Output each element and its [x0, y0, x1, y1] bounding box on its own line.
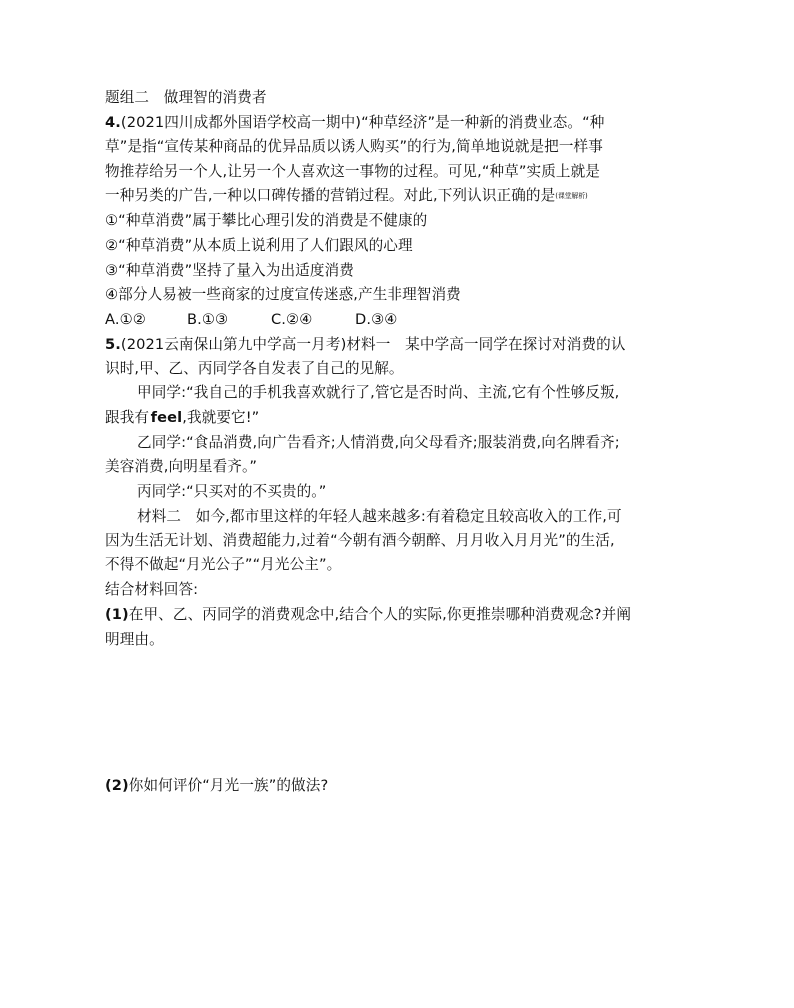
q4-stem-text-4: 一种另类的广告,一种以口碑传播的营销过程。对此,下列认识正确的是	[105, 187, 556, 204]
q4-stem-line-2: 草”是指“宣传某种商品的优异品质以诱人购买”的行为,简单地说就是把一样事	[105, 138, 603, 155]
q4-option-d[interactable]: D.③④	[355, 311, 398, 328]
q4-option-b[interactable]: B.①③	[187, 311, 229, 328]
q4-stem-text-1: “种草经济”是一种新的消费业态。“种	[361, 114, 605, 131]
q5-number: 5.	[105, 336, 121, 353]
q4-option-a[interactable]: A.①②	[105, 311, 146, 328]
q5-sub2-line	[105, 776, 328, 796]
q5-jia-feel: feel	[150, 409, 183, 426]
q5-material2-line-1: 材料二 如今,都市里这样的年轻人越来越多:有着稳定且较高收入的工作,可	[137, 508, 622, 525]
q5-material2-line-2: 因为生活无计划、消费超能力,过着“今朝有酒今朝醉、月月收入月月光”的生活,	[105, 532, 615, 549]
q5-sub1-label: (1)	[105, 606, 129, 623]
q5-material1-intro-line-2: 识时,甲、乙、丙同学各自发表了自己的见解。	[105, 360, 404, 377]
q4-stem-line-3: 物推荐给另一个人,让另一个人喜欢这一事物的过程。可见,“种草”实质上就是	[105, 163, 601, 180]
q4-options	[105, 310, 397, 330]
q5-yi-line-1: 乙同学:“食品消费,向广告看齐;人情消费,向父母看齐;服装消费,向名牌看齐;	[137, 434, 620, 451]
group-title: 题组二 做理智的消费者	[105, 89, 267, 106]
q5-jia-line-1: 甲同学:“我自己的手机我喜欢就行了,管它是否时尚、主流,它有个性够反叛,	[137, 384, 620, 401]
q5-answer-prompt: 结合材料回答:	[105, 581, 199, 598]
q4-statement-2: ②“种草消费”从本质上说利用了人们跟风的心理	[105, 237, 413, 254]
q4-stem-line-4	[105, 186, 588, 206]
q5-sub1-text-1: 在甲、乙、丙同学的消费观念中,结合个人的实际,你更推崇哪种消费观念?并阐	[128, 606, 632, 623]
q4-tag: (课堂解析)	[555, 192, 588, 200]
q4-source: (2021四川成都外国语学校高一期中)	[120, 114, 362, 131]
q5-jia-text-post: ,我就要它!”	[182, 409, 260, 426]
q5-jia-text-pre: 跟我有	[105, 409, 150, 426]
q4-number: 4.	[105, 114, 121, 131]
q5-bing-line: 丙同学:“只买对的不买贵的。”	[137, 483, 327, 500]
q5-yi-line-2: 美容消费,向明星看齐。”	[105, 458, 258, 475]
q4-statement-4: ④部分人易被一些商家的过度宣传迷惑,产生非理智消费	[105, 286, 461, 303]
q5-sub1-line-2: 明理由。	[105, 631, 164, 648]
q5-source: (2021云南保山第九中学高一月考)	[120, 336, 347, 353]
q5-material2-line-3: 不得不做起“月光公子”“月光公主”。	[105, 556, 342, 573]
q5-jia-line-2	[105, 408, 259, 428]
q4-statement-1: ①“种草消费”属于攀比心理引发的消费是不健康的	[105, 212, 428, 229]
q5-sub2-label: (2)	[105, 777, 129, 794]
q5-stem-line-1	[105, 335, 626, 355]
q4-statement-3: ③“种草消费”坚持了量入为出适度消费	[105, 262, 354, 279]
q5-material1-intro: 材料一 某中学高一同学在探讨对消费的认	[346, 336, 626, 353]
q5-sub1-line-1	[105, 605, 631, 625]
q5-sub2-text: 你如何评价“月光一族”的做法?	[128, 777, 329, 794]
q4-option-c[interactable]: C.②④	[271, 311, 313, 328]
q4-stem-line-1	[105, 113, 604, 133]
